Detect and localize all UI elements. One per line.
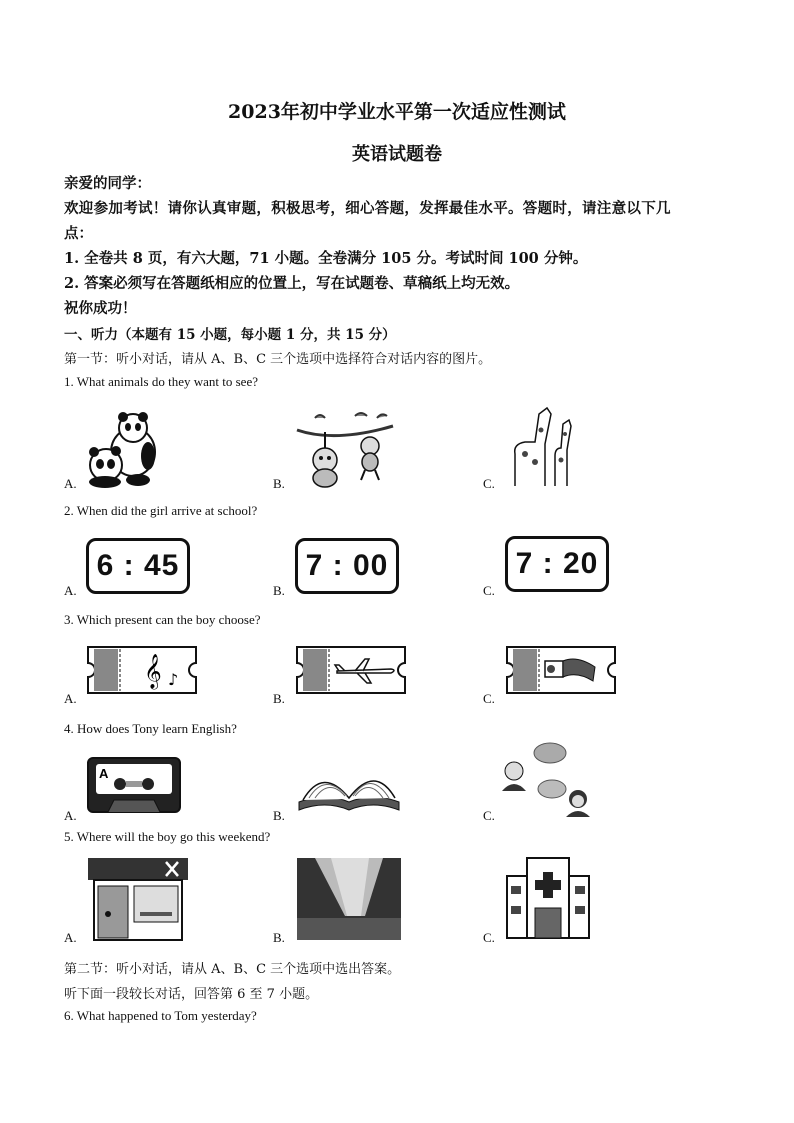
option-a-label: A.	[64, 808, 77, 823]
question-5: 5. Where will the boy go this weekend?	[64, 829, 271, 844]
exam-title: 2023年初中学业水平第一次适应性测试	[228, 101, 566, 123]
svg-text:A: A	[99, 766, 109, 781]
part2-note: 听下面一段较长对话，回答第 6 至 7 小题。	[64, 987, 319, 1002]
option-b-label: B.	[273, 583, 285, 598]
option-b-label: B.	[273, 476, 285, 491]
theater-stage	[295, 856, 403, 942]
cassette-tape	[86, 756, 182, 814]
section-heading: 一、听力（本题有 15 小题，每小题 1 分，共 15 分）	[64, 327, 396, 343]
monkey-picture	[295, 408, 395, 488]
welcome-line-1: 欢迎参加考试！请你认真审题，积极思考，细心答题，发挥最佳水平。答题时，请注意以下几	[64, 200, 671, 217]
option-b-label: B.	[273, 930, 285, 945]
option-c-label: C.	[483, 808, 495, 823]
question-3: 3. Which present can the boy choose?	[64, 612, 261, 627]
question-4: 4. How does Tony learn English?	[64, 721, 237, 736]
option-a-label: A.	[64, 476, 77, 491]
option-c-label: C.	[483, 930, 495, 945]
option-c-label: C.	[483, 691, 495, 706]
question-1: 1. What animals do they want to see?	[64, 374, 258, 389]
option-c-label: C.	[483, 583, 495, 598]
welcome-line-2: 点：	[64, 225, 93, 242]
svg-text:𝄞: 𝄞	[144, 654, 162, 689]
question-2: 2. When did the girl arrive at school?	[64, 503, 258, 518]
option-c-label: C.	[483, 476, 495, 491]
conversation	[500, 741, 610, 817]
option-a-label: A.	[64, 583, 77, 598]
clock-720: 7 : 20	[505, 536, 609, 592]
giraffe-picture	[505, 404, 575, 488]
option-b-label: B.	[273, 691, 285, 706]
greeting: 亲爱的同学：	[64, 175, 151, 192]
option-a-label: A.	[64, 691, 77, 706]
hospital	[505, 856, 591, 940]
panda-picture	[78, 410, 163, 490]
wish: 祝你成功！	[64, 300, 137, 317]
restaurant	[86, 856, 190, 942]
clock-645: 6 : 45	[86, 538, 190, 594]
exam-subtitle: 英语试题卷	[352, 144, 442, 165]
option-a-label: A.	[64, 930, 77, 945]
question-6: 6. What happened to Tom yesterday?	[64, 1008, 257, 1023]
option-b-label: B.	[273, 808, 285, 823]
note-1: 1. 全卷共 8 页，有六大题，71 小题。全卷满分 105 分。考试时间 100 分钟。	[64, 250, 588, 267]
open-book	[295, 758, 403, 814]
film-ticket	[505, 645, 617, 695]
part1-instruction: 第一节：听小对话，请从 A、B、C 三个选项中选择符合对话内容的图片。	[64, 352, 492, 367]
svg-text:♪: ♪	[168, 670, 179, 689]
note-2: 2. 答案必须写在答题纸相应的位置上，写在试题卷、草稿纸上均无效。	[64, 275, 520, 292]
concert-ticket	[86, 645, 198, 695]
plane-ticket	[295, 645, 407, 695]
part2-instruction: 第二节：听小对话，请从 A、B、C 三个选项中选出答案。	[64, 962, 401, 977]
clock-700: 7 : 00	[295, 538, 399, 594]
